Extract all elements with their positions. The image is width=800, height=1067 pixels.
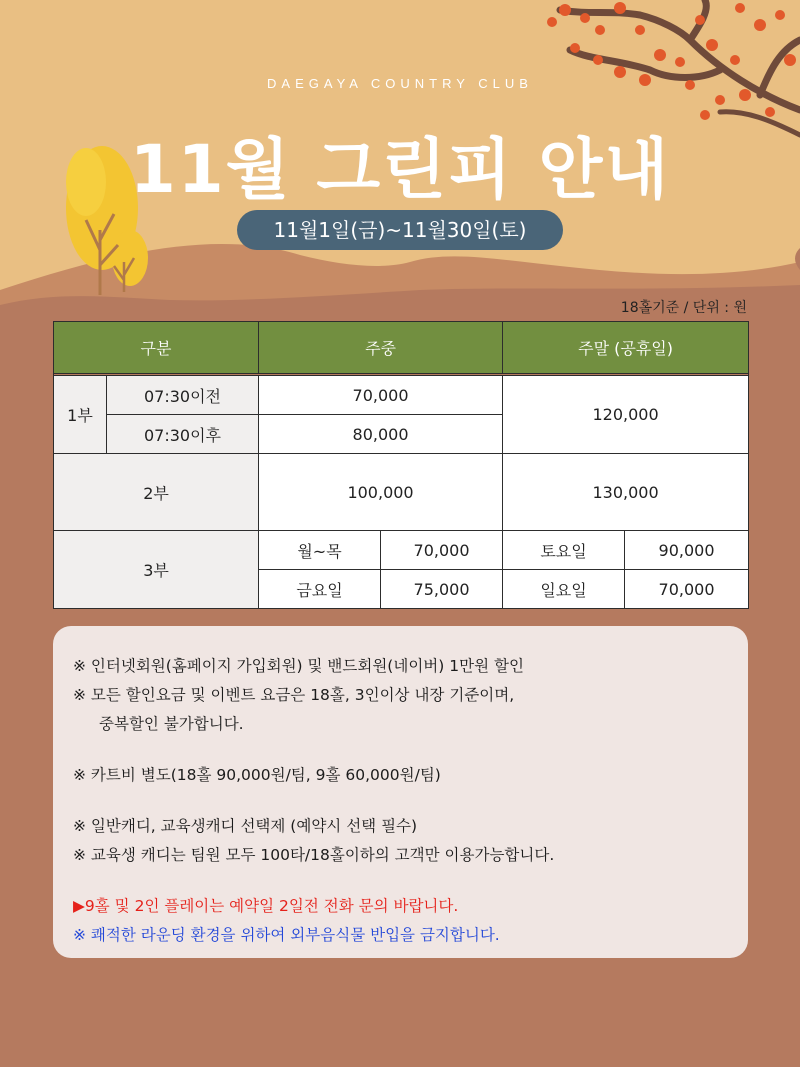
notice-cart-fee: ※ 카트비 별도(18홀 90,000원/팀, 9홀 60,000원/팀): [73, 766, 441, 784]
part3-weekend-day: 일요일: [503, 570, 625, 609]
maple-branch-icon: [547, 0, 800, 135]
part1-time: 07:30이전: [107, 376, 259, 415]
part3-weekend-price: 90,000: [625, 531, 749, 570]
part1-weekend-price: 120,000: [503, 376, 749, 454]
part3-weekend-day: 토요일: [503, 531, 625, 570]
table-row: [54, 531, 749, 570]
table-header-row: [54, 322, 749, 374]
notice-9hole-inquiry: ▶9홀 및 2인 플레이는 예약일 2일전 전화 문의 바랍니다.: [73, 897, 459, 915]
part3-label: 3부: [54, 531, 259, 609]
part1-weekday-price: 70,000: [259, 376, 503, 415]
green-fee-table: [53, 321, 749, 609]
notice-no-outside-food: ※ 쾌적한 라운딩 환경을 위하여 외부음식물 반입을 금지합니다.: [73, 926, 500, 944]
part3-weekday-price: 70,000: [381, 531, 503, 570]
part3-weekend-price: 70,000: [625, 570, 749, 609]
period-badge: 11월1일(금)~11월30일(토): [237, 210, 563, 250]
header-weekend: 주말 (공휴일): [503, 322, 749, 374]
part1-time: 07:30이후: [107, 415, 259, 454]
part2-weekday-price: 100,000: [259, 454, 503, 531]
table-row: [54, 376, 749, 415]
part1-label: 1부: [54, 376, 107, 454]
notice-discount-basis: ※ 모든 할인요금 및 이벤트 요금은 18홀, 3인이상 내장 기준이며,: [73, 686, 515, 704]
unit-note: 18홀기준 / 단위 : 원: [620, 300, 747, 316]
club-name: DAEGAYA COUNTRY CLUB: [267, 76, 533, 91]
part2-label: 2부: [54, 454, 259, 531]
part1-weekday-price: 80,000: [259, 415, 503, 454]
notice-box: [53, 626, 748, 958]
header-category: 구분: [54, 322, 259, 374]
page-title: 11월 그린피 안내: [129, 131, 671, 208]
header-weekday: 주중: [259, 322, 503, 374]
table-row: [54, 454, 749, 531]
part3-weekday-day: 금요일: [259, 570, 381, 609]
part3-weekday-day: 월~목: [259, 531, 381, 570]
part2-weekend-price: 130,000: [503, 454, 749, 531]
notice-trainee-caddie: ※ 교육생 캐디는 팀원 모두 100타/18홀이하의 고객만 이용가능합니다.: [73, 846, 555, 864]
notice-caddie-choice: ※ 일반캐디, 교육생캐디 선택제 (예약시 선택 필수): [73, 817, 418, 835]
notice-discount: ※ 인터넷회원(홈페이지 가입회원) 및 밴드회원(네이버) 1만원 할인: [73, 657, 524, 675]
notice-no-duplicate: 중복할인 불가합니다.: [99, 715, 244, 733]
part3-weekday-price: 75,000: [381, 570, 503, 609]
